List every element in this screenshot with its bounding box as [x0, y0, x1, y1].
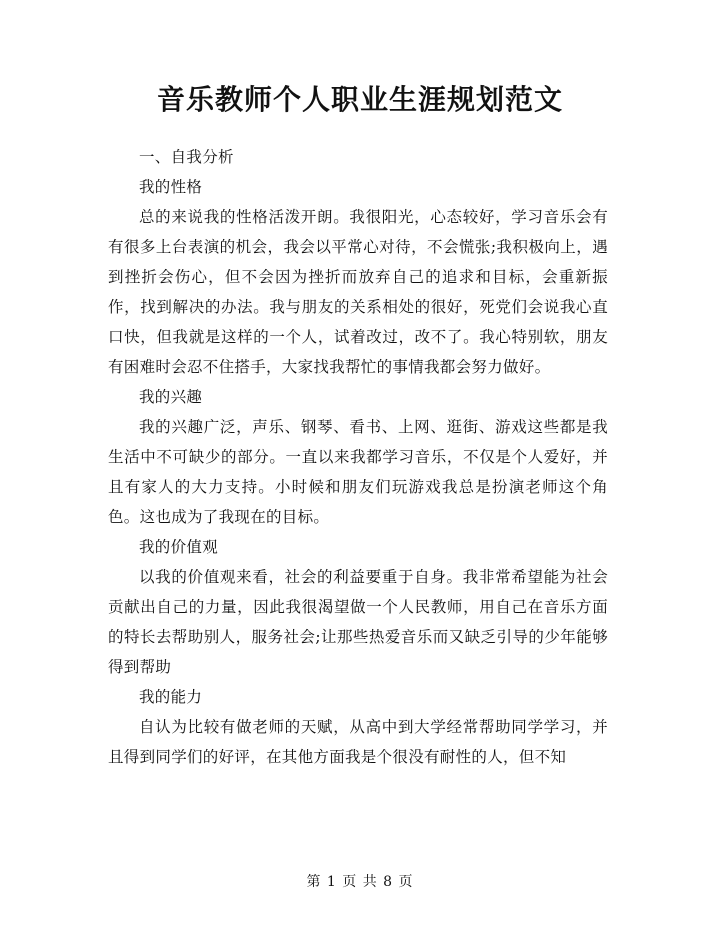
- paragraph-values: 以我的价值观来看，社会的利益要重于自身。我非常希望能为社会贡献出自己的力量，因此我很渴望做一个人民教师，用自己在音乐方面的特长去帮助别人，服务社会;让那些热爱音乐而又缺乏引导的少年能够得到帮助: [108, 568, 608, 676]
- document-body: [108, 142, 608, 772]
- subsection-heading-personality: 我的性格: [139, 178, 203, 196]
- section-heading: 一、自我分析: [139, 148, 234, 166]
- paragraph-personality: 总的来说我的性格活泼开朗。我很阳光，心态较好，学习音乐会有有很多上台表演的机会，我会以平常心对待，不会慌张;我积极向上，遇到挫折会伤心，但不会因为挫折而放弃自己的追求和目标，会重新振作，找到解决的办法。我与朋友的关系相处的很好，死党们会说我心直口快，但我就是这样的一个人，试着改过，改不了。我心特别软，朋友有困难时会忍不住搭手，大家找我帮忙的事情我都会努力做好。: [108, 208, 608, 376]
- paragraph-abilities: 自认为比较有做老师的天赋，从高中到大学经常帮助同学学习，并且得到同学们的好评，在其他方面我是个很没有耐性的人，但不知: [108, 718, 608, 766]
- subsection-heading-abilities: 我的能力: [139, 688, 203, 706]
- subsection-heading-values: 我的价值观: [139, 538, 219, 556]
- subsection-heading-interests: 我的兴趣: [139, 388, 203, 406]
- paragraph-interests: 我的兴趣广泛，声乐、钢琴、看书、上网、逛街、游戏这些都是我生活中不可缺少的部分。一直以来我都学习音乐，不仅是个人爱好，并且有家人的大力支持。小时候和朋友们玩游戏我总是扮演老师这个角色。这也成为了我现在的目标。: [108, 418, 608, 526]
- document-title: 音乐教师个人职业生涯规划范文: [156, 83, 563, 116]
- page-number: 第 1 页 共 8 页: [306, 874, 414, 890]
